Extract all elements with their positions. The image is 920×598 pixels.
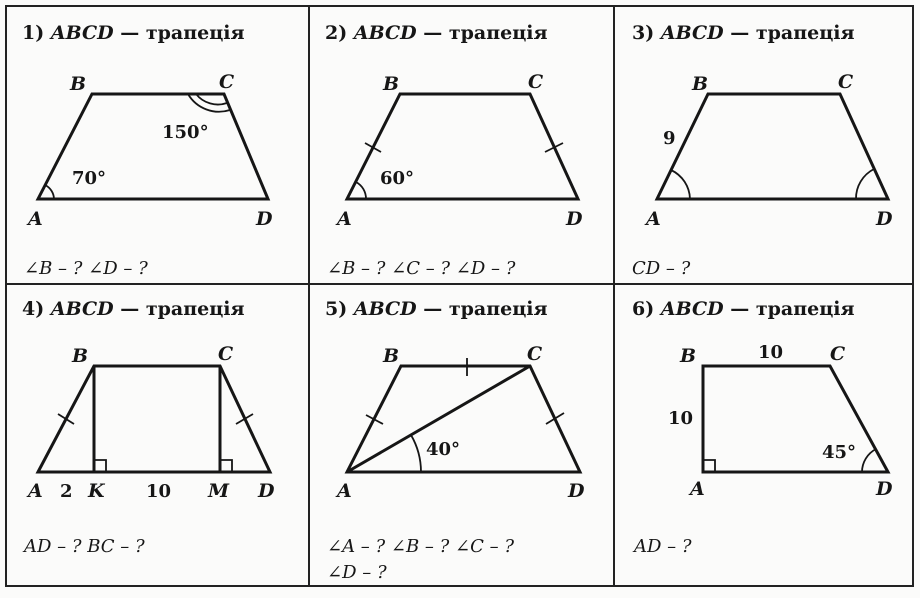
question-1: ∠B – ? ∠D – ? bbox=[24, 258, 148, 279]
angle-a-value-1: 70° bbox=[72, 168, 107, 189]
vertex-d-1: D bbox=[256, 208, 273, 230]
vertex-a-1: A bbox=[28, 208, 43, 230]
vertex-b-4: B bbox=[72, 345, 89, 367]
vertex-a-5: A bbox=[337, 480, 352, 502]
angle-arc-d-6 bbox=[862, 449, 876, 472]
angle-arc-c-1-inner bbox=[196, 94, 227, 105]
angle-a-value-2: 60° bbox=[380, 168, 415, 189]
angle-arc-a-3 bbox=[671, 170, 690, 199]
question-4: AD – ? BC – ? bbox=[24, 536, 145, 557]
tick-ab-4 bbox=[58, 414, 74, 424]
vertex-c-5: C bbox=[527, 343, 543, 365]
vertex-b-6: B bbox=[680, 345, 697, 367]
side-ab-value-3: 9 bbox=[663, 128, 676, 149]
trapezoid-3 bbox=[657, 94, 888, 199]
question-6: AD – ? bbox=[634, 536, 692, 557]
vertex-d-2: D bbox=[566, 208, 583, 230]
right-angle-m-4 bbox=[220, 460, 232, 472]
problem-1-title: 1) ABCD — трапеція bbox=[22, 22, 245, 44]
vertex-d-3: D bbox=[876, 208, 893, 230]
segment-km-value-4: 10 bbox=[146, 481, 172, 502]
angle-arc-d-3 bbox=[856, 169, 874, 199]
problem-2 bbox=[325, 22, 583, 279]
side-ab-value-6: 10 bbox=[668, 408, 694, 429]
angle-arc-a-2 bbox=[356, 182, 366, 199]
problem-6 bbox=[632, 298, 893, 557]
vertex-b-3: B bbox=[692, 73, 709, 95]
vertex-d-6: D bbox=[876, 478, 893, 500]
question-5-line-2: ∠D – ? bbox=[327, 562, 387, 583]
vertex-b-2: B bbox=[383, 73, 400, 95]
question-3: CD – ? bbox=[632, 258, 691, 279]
right-angle-a-6 bbox=[703, 460, 715, 472]
vertex-c-4: C bbox=[218, 343, 234, 365]
vertex-m-4: M bbox=[208, 480, 230, 502]
side-bc-value-6: 10 bbox=[758, 342, 784, 363]
vertex-a-2: A bbox=[337, 208, 352, 230]
vertex-c-1: C bbox=[219, 71, 235, 93]
vertex-c-3: C bbox=[838, 71, 854, 93]
vertex-d-5: D bbox=[568, 480, 585, 502]
problem-5-title: 5) ABCD — трапеція bbox=[325, 298, 548, 320]
angle-arc-cad-5 bbox=[411, 435, 421, 472]
vertex-a-6: A bbox=[690, 478, 705, 500]
question-5-line-1: ∠A – ? ∠B – ? ∠C – ? bbox=[327, 536, 514, 557]
problem-6-title: 6) ABCD — трапеція bbox=[632, 298, 855, 320]
vertex-k-4: K bbox=[88, 480, 105, 502]
trapezoid-4 bbox=[38, 366, 270, 472]
vertex-b-5: B bbox=[383, 345, 400, 367]
angle-d-value-6: 45° bbox=[822, 442, 857, 463]
vertex-c-6: C bbox=[830, 343, 846, 365]
segment-ak-value-4: 2 bbox=[60, 481, 73, 502]
vertex-b-1: B bbox=[70, 73, 87, 95]
problem-1 bbox=[22, 22, 273, 279]
vertex-a-4: A bbox=[28, 480, 43, 502]
trapezoid-6 bbox=[703, 366, 888, 472]
problem-4 bbox=[22, 298, 275, 557]
right-angle-k-4 bbox=[94, 460, 106, 472]
problem-2-title: 2) ABCD — трапеція bbox=[325, 22, 548, 44]
angle-cad-value-5: 40° bbox=[426, 439, 461, 460]
question-2: ∠B – ? ∠C – ? ∠D – ? bbox=[327, 258, 516, 279]
problem-4-title: 4) ABCD — трапеція bbox=[22, 298, 245, 320]
vertex-d-4: D bbox=[258, 480, 275, 502]
vertex-c-2: C bbox=[528, 71, 544, 93]
problem-3-title: 3) ABCD — трапеція bbox=[632, 22, 855, 44]
trapezoid-5 bbox=[347, 366, 580, 472]
vertex-a-3: A bbox=[646, 208, 661, 230]
angle-c-value-1: 150° bbox=[162, 122, 209, 143]
angle-arc-a-1 bbox=[45, 185, 54, 199]
problem-5 bbox=[325, 298, 585, 583]
problem-3 bbox=[632, 22, 893, 279]
